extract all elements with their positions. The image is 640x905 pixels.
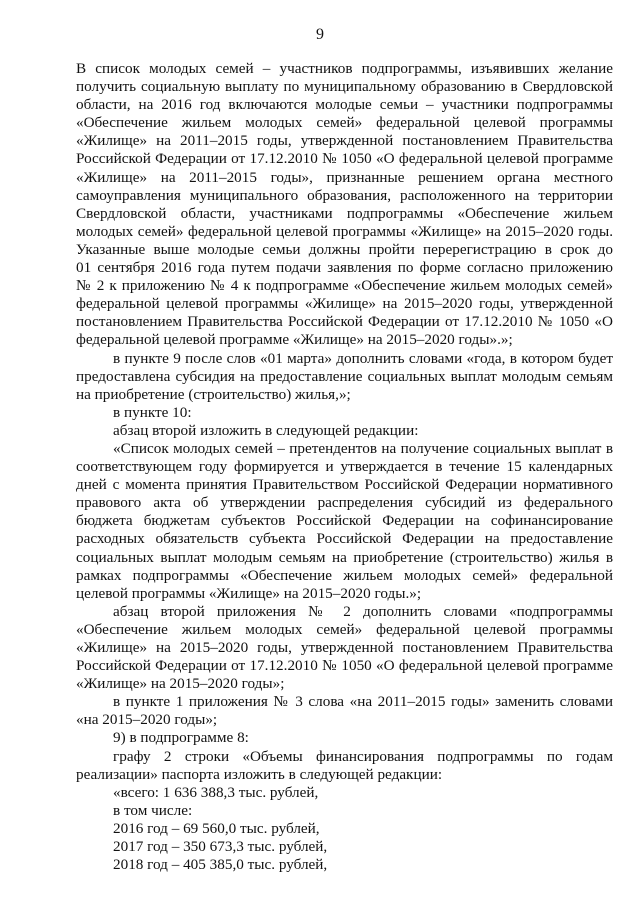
text-line: бюджета бюджетам субъектов Российской Федерации на софинансирование [76, 512, 613, 530]
text-line: Указанные выше молодые семьи должны пройти перерегистрацию в срок до [76, 240, 613, 258]
text-line: 2016 год – 69 560,0 тыс. рублей, [113, 819, 320, 837]
text-line: № 2 к приложению № 4 к подпрограмме «Обеспечение жильем молодых семей» [76, 277, 613, 295]
text-line: «Жилище» на 2015–2020 годы, утвержденной постановлением Правительства [76, 639, 613, 656]
document-body [76, 60, 613, 874]
text-line: реализации» паспорта изложить в следующей редакции: [76, 765, 443, 783]
text-line: федеральной целевой программы «Жилище» на 2015–2020 годы, утвержденной [76, 295, 613, 313]
text-line: «Жилище» на 2015–2020 годы»; [76, 675, 285, 693]
text-line: соответствующем году формируется и утверждается в течение 15 календарных [76, 458, 613, 476]
text-line: на приобретение (строительство) жилья,»; [76, 385, 351, 403]
text-line: «Жилище» на 2011–2015 годы, утвержденной постановлением Правительства [76, 132, 613, 150]
text-line: в пункте 1 приложения № 3 слова «на 2011–2015 годы» заменить словами [113, 693, 613, 711]
text-line: 01 сентября 2016 года путем подачи заявления по форме согласно приложению [76, 259, 613, 277]
text-line: абзац второй приложения № 2 дополнить словами «подпрограммы [113, 602, 613, 620]
text-line: «Список молодых семей – претендентов на получение социальных выплат в [113, 439, 613, 457]
text-line: Российской Федерации от 17.12.2010 № 1050 «О федеральной целевой программе [76, 150, 613, 168]
text-line: молодых семей» федеральной целевой программы «Жилище» на 2015–2020 годы. [76, 222, 613, 240]
text-line: социальных выплат молодым семьям на приобретение (строительство) жилья в [76, 548, 613, 566]
text-line: «Обеспечение жильем молодых семей» федеральной целевой программы [76, 114, 613, 132]
text-line: самоуправления муниципального образования, расположенного на территории [76, 186, 613, 204]
text-line: «Жилище» на 2011–2015 годы», признанные решением органа местного [76, 168, 613, 186]
text-line: дней с момента принятия Правительством Российской Федерации нормативного [76, 476, 613, 494]
text-line: расходных обязательств субъекта Российской Федерации на предоставление [76, 530, 613, 548]
text-line: постановлением Правительства Российской Федерации от 17.12.2010 № 1050 «О [76, 313, 613, 331]
text-line: предоставлена субсидия на предоставление социальных выплат молодым семьям [76, 367, 613, 385]
text-line: области, на 2016 год включаются молодые семьи – участники подпрограммы [76, 96, 613, 114]
text-line: «Обеспечение жильем молодых семей» федеральной целевой программы [76, 620, 613, 638]
text-line: в пункте 10: [113, 403, 192, 421]
text-line: получить социальную выплату по муниципальному образованию в Свердловской [76, 78, 613, 96]
text-line: «на 2015–2020 годы»; [76, 711, 218, 729]
text-line: в пункте 9 после слов «01 марта» дополнить словами «года, в котором будет [113, 349, 613, 367]
text-line: Свердловской области, участниками подпрограммы «Обеспечение жильем [76, 204, 613, 222]
text-line: правового акта об утверждении распределения субсидий из федерального [76, 494, 613, 512]
text-line: 9) в подпрограмме 8: [113, 729, 249, 747]
text-line: В список молодых семей – участников подпрограммы, изъявивших желание [76, 60, 613, 77]
text-line: федеральной целевой программе «Жилище» на 2015–2020 годы».»; [76, 331, 513, 349]
text-line: графу 2 строки «Объемы финансирования подпрограммы по годам [113, 747, 613, 765]
text-line: 2017 год – 350 673,3 тыс. рублей, [113, 838, 328, 856]
text-line: «всего: 1 636 388,3 тыс. рублей, [113, 783, 319, 801]
text-line: в том числе: [113, 801, 193, 819]
text-line: 2018 год – 405 385,0 тыс. рублей, [113, 856, 328, 874]
text-line: абзац второй изложить в следующей редакции: [113, 421, 419, 439]
text-line: Российской Федерации от 17.12.2010 № 1050 «О федеральной целевой программе [76, 657, 613, 675]
text-line: рамках подпрограммы «Обеспечение жильем молодых семей» федеральной [76, 566, 613, 584]
text-line: целевой программы «Жилище» на 2015–2020 годы.»; [76, 584, 422, 602]
page-number: 9 [316, 26, 324, 43]
